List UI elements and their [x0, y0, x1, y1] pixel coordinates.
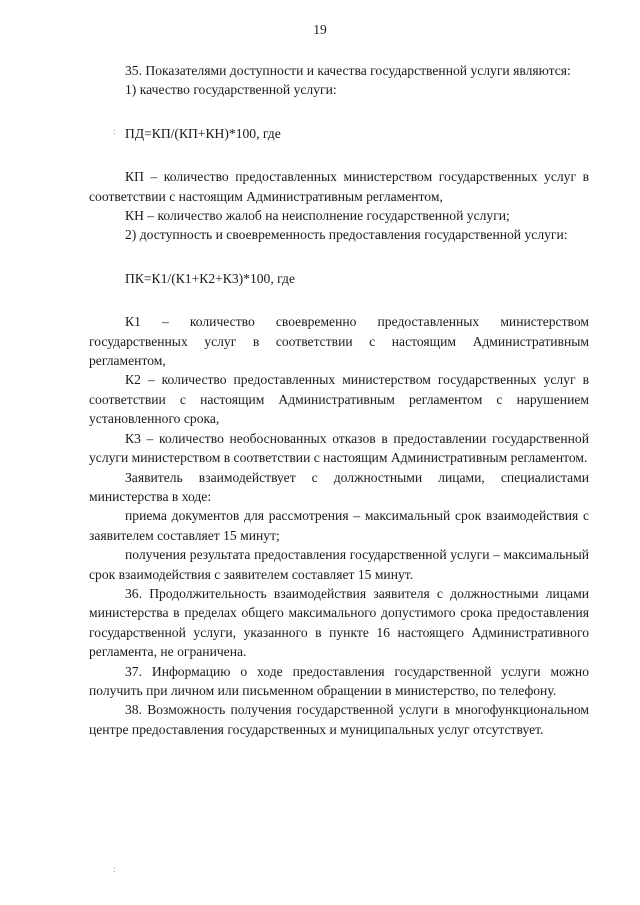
page-number: 19 — [313, 22, 327, 37]
definition-k3: К3 – количество необоснованных отказов в предоставлении государственной услуги министерством в соответствии с настоящим Административным регламентом. — [89, 430, 589, 466]
section-36: 36. Продолжительность взаимодействия заявителя с должностными лицами министерства в пределах общего максимального допустимого срока предоставления государственной услуги, указанного в пункте 16 настоящего Административного регламента, не ограничена. — [89, 585, 589, 660]
section-35-item-2: 2) доступность и своевременность предоставления государственной услуги: — [125, 227, 568, 243]
document-body — [89, 61, 589, 739]
interaction-reception: приема документов для рассмотрения – максимальный срок взаимодействия с заявителем составляет 15 минут; — [89, 508, 589, 543]
interaction-paragraph: Заявитель взаимодействует с должностными лицами, специалистами министерства в ходе: — [89, 469, 589, 504]
definition-k1: К1 – количество своевременно предоставленных министерством государственных услуг в соответствии с настоящим Административным регламентом, — [89, 314, 589, 369]
definition-k2: К2 – количество предоставленных министерством государственных услуг в соответствии с настоящим Административным регламентом с нарушением установленного срока, — [89, 372, 589, 427]
section-38: 38. Возможность получения государственной услуги в многофункциональном центре предоставления государственных и муниципальных услуг отсутствует. — [89, 702, 589, 737]
formula-pd: ПД=КП/(КП+КН)*100, где — [125, 125, 281, 141]
section-37: 37. Информацию о ходе предоставления государственной услуги можно получить при личном или письменном обращении в министерство, по телефону. — [89, 663, 589, 698]
formula-pk: ПК=К1/(К1+К2+К3)*100, где — [125, 270, 296, 286]
definition-kp: КП – количество предоставленных министерством государственных услуг в соответствии с настоящим Административным регламентом, — [89, 169, 589, 204]
scan-mark: : — [113, 126, 116, 136]
definition-kn: КН – количество жалоб на неисполнение государственной услуги; — [125, 208, 510, 224]
interaction-result: получения результата предоставления государственной услуги – максимальный срок взаимодействия с заявителем составляет 15 минут. — [89, 547, 589, 582]
section-35-intro: 35. Показателями доступности и качества государственной услуги являются: — [125, 63, 571, 78]
section-35-item-1: 1) качество государственной услуги: — [125, 82, 337, 98]
scan-mark: : — [113, 864, 116, 874]
